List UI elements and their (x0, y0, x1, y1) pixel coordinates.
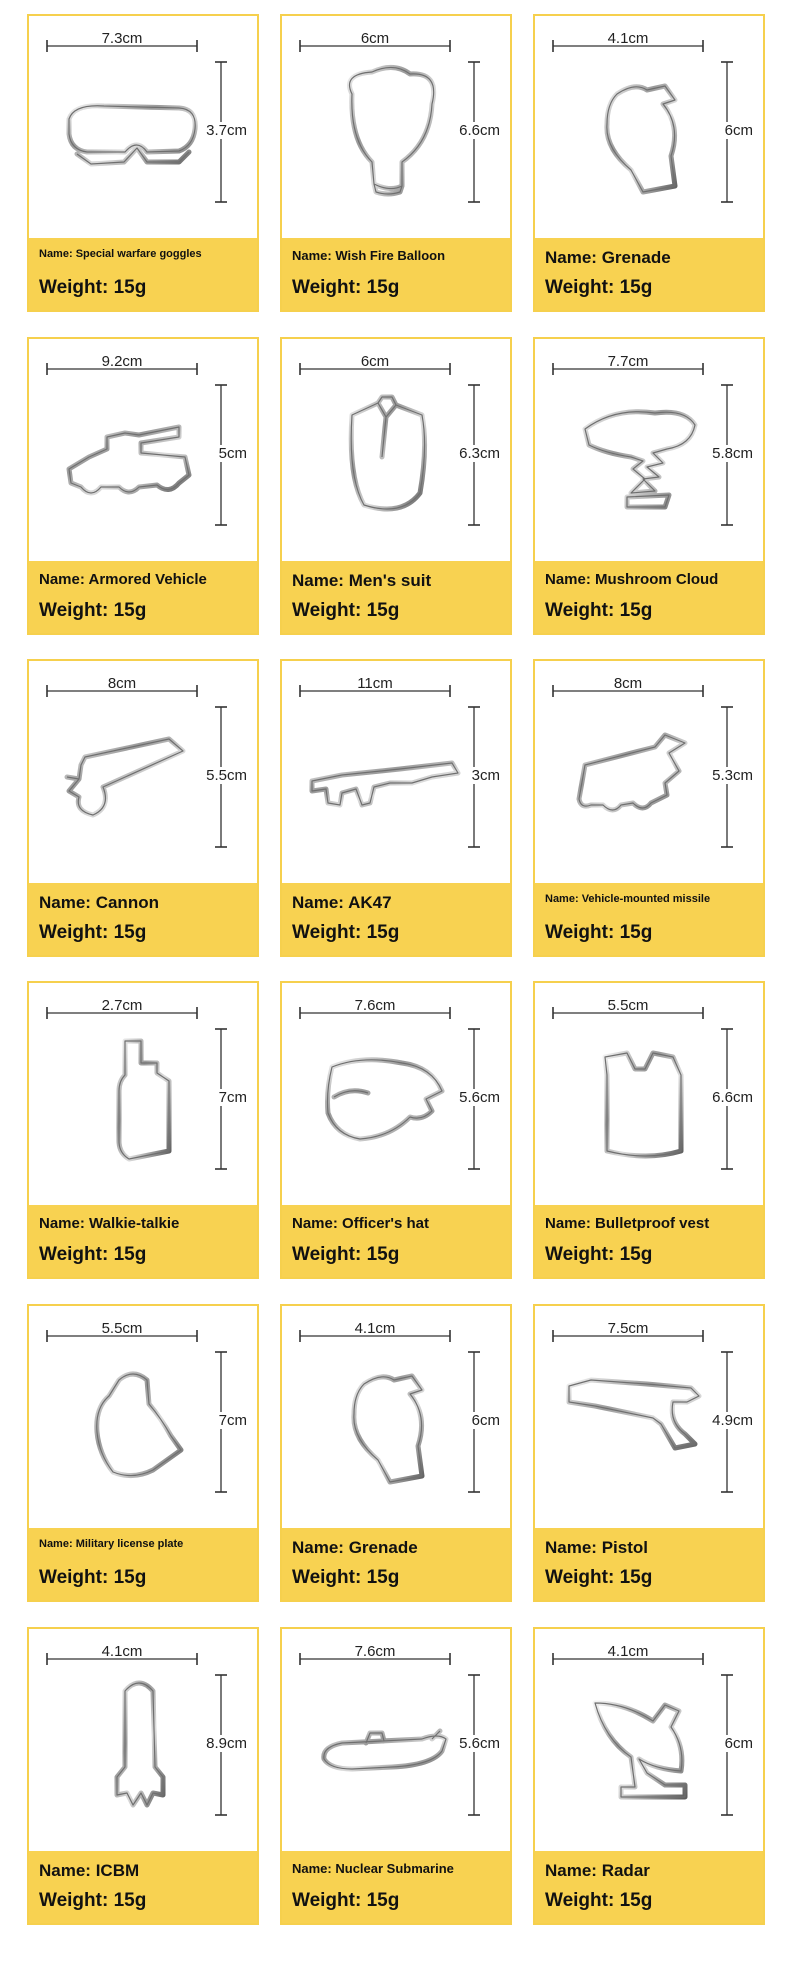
cutter-shape-suit (351, 397, 424, 509)
weight-prefix: Weight: (545, 277, 615, 298)
name-prefix: Name: (39, 248, 73, 260)
name-value: Mushroom Cloud (595, 571, 719, 588)
product-name (292, 893, 392, 913)
cutter-shape-cannon (67, 739, 183, 815)
product-card (27, 659, 259, 957)
height-label: 3cm (471, 767, 500, 784)
weight-prefix: Weight: (39, 277, 109, 298)
weight-value: 15g (113, 922, 147, 943)
width-label: 9.2cm (101, 353, 143, 370)
weight-value: 15g (366, 922, 400, 943)
info-band (535, 238, 763, 310)
height-label: 6cm (724, 122, 753, 139)
weight-prefix: Weight: (39, 1567, 109, 1588)
name-value: Armored Vehicle (88, 571, 207, 588)
weight-value: 15g (113, 1890, 147, 1911)
weight-value: 15g (113, 277, 147, 298)
weight-prefix: Weight: (545, 1890, 615, 1911)
product-weight (292, 600, 399, 622)
info-band (29, 1205, 257, 1277)
height-label: 5.3cm (712, 767, 753, 784)
name-value: AK47 (348, 893, 392, 912)
cutter-shape-hat (328, 1060, 443, 1139)
weight-value: 15g (113, 1567, 147, 1588)
width-label: 5.5cm (101, 1320, 143, 1337)
weight-prefix: Weight: (292, 1567, 362, 1588)
height-label: 6.6cm (712, 1089, 753, 1106)
info-band (535, 561, 763, 633)
weight-prefix: Weight: (292, 1244, 362, 1265)
product-weight (545, 1567, 652, 1589)
name-prefix: Name: (39, 571, 85, 588)
product-weight (39, 1890, 146, 1912)
height-label: 4.9cm (712, 1412, 753, 1429)
info-band (282, 561, 510, 633)
cutter-shape-radar (595, 1703, 685, 1797)
weight-prefix: Weight: (292, 600, 362, 621)
product-card (533, 14, 765, 312)
product-name (545, 1538, 648, 1558)
width-label: 4.1cm (607, 30, 649, 47)
weight-prefix: Weight: (545, 1244, 615, 1265)
product-name (292, 248, 445, 263)
weight-prefix: Weight: (292, 1890, 362, 1911)
height-label: 3.7cm (206, 122, 247, 139)
name-prefix: Name: (292, 1215, 338, 1232)
name-value: Pistol (601, 1538, 648, 1557)
name-prefix: Name: (545, 1215, 591, 1232)
name-prefix: Name: (545, 248, 597, 267)
product-weight (545, 922, 652, 944)
info-band (29, 1528, 257, 1600)
name-value: Men's suit (348, 571, 432, 590)
info-band (282, 883, 510, 955)
weight-value: 15g (619, 600, 653, 621)
product-card (533, 1627, 765, 1925)
name-prefix: Name: (39, 893, 91, 912)
product-name (39, 248, 202, 260)
height-label: 6.6cm (459, 122, 500, 139)
info-band (535, 883, 763, 955)
name-value: Grenade (348, 1538, 418, 1557)
width-label: 4.1cm (354, 1320, 396, 1337)
info-band (282, 238, 510, 310)
name-prefix: Name: (39, 1538, 73, 1550)
name-value: Wish Fire Balloon (335, 248, 446, 263)
product-name (292, 1861, 454, 1876)
width-label: 7.7cm (607, 353, 649, 370)
name-value: Walkie-talkie (89, 1215, 180, 1232)
weight-value: 15g (366, 1244, 400, 1265)
cutter-shape-grenade (354, 1376, 422, 1482)
product-card (533, 981, 765, 1279)
info-band (535, 1851, 763, 1923)
height-label: 7cm (218, 1412, 247, 1429)
product-card (27, 14, 259, 312)
name-value: ICBM (95, 1861, 140, 1880)
name-prefix: Name: (292, 893, 344, 912)
product-weight (292, 277, 399, 299)
cutter-shape-vest (605, 1053, 681, 1156)
cutter-shape-goggles (69, 106, 195, 164)
name-value: Nuclear Submarine (335, 1861, 454, 1876)
product-weight (292, 1244, 399, 1266)
product-card (27, 337, 259, 635)
height-label: 5cm (218, 445, 247, 462)
cutter-shape-vehicle (69, 427, 189, 493)
width-label: 6cm (360, 353, 390, 370)
name-value: Cannon (95, 893, 159, 912)
product-card (533, 659, 765, 957)
cutter-shape-grenade (607, 86, 675, 192)
product-name (292, 1215, 429, 1232)
width-label: 7.5cm (607, 1320, 649, 1337)
product-weight (545, 1244, 652, 1266)
info-band (29, 883, 257, 955)
weight-prefix: Weight: (292, 922, 362, 943)
product-weight (545, 277, 652, 299)
info-band (535, 1205, 763, 1277)
width-label: 7.6cm (354, 997, 396, 1014)
weight-value: 15g (619, 277, 653, 298)
cutter-shape-sub (324, 1731, 446, 1769)
product-card (280, 659, 512, 957)
product-weight (39, 1244, 146, 1266)
name-prefix: Name: (292, 1861, 332, 1876)
weight-value: 15g (619, 1244, 653, 1265)
product-card (280, 14, 512, 312)
product-name (545, 571, 718, 588)
height-label: 6cm (724, 1735, 753, 1752)
width-label: 4.1cm (607, 1643, 649, 1660)
info-band (535, 1528, 763, 1600)
weight-prefix: Weight: (39, 922, 109, 943)
width-label: 6cm (360, 30, 390, 47)
width-label: 7.6cm (354, 1643, 396, 1660)
product-weight (292, 1890, 399, 1912)
width-label: 4.1cm (101, 1643, 143, 1660)
width-label: 11cm (357, 675, 393, 692)
weight-value: 15g (366, 1890, 400, 1911)
info-band (29, 1851, 257, 1923)
name-prefix: Name: (292, 1538, 344, 1557)
height-label: 7cm (218, 1089, 247, 1106)
weight-value: 15g (619, 1567, 653, 1588)
product-card (280, 1627, 512, 1925)
height-label: 5.6cm (459, 1735, 500, 1752)
info-band (29, 238, 257, 310)
name-prefix: Name: (292, 571, 344, 590)
product-name (545, 893, 710, 905)
product-card (27, 1627, 259, 1925)
name-value: Bulletproof vest (595, 1215, 710, 1232)
product-weight (292, 922, 399, 944)
name-prefix: Name: (545, 571, 591, 588)
weight-value: 15g (366, 600, 400, 621)
product-weight (292, 1567, 399, 1589)
height-label: 5.8cm (712, 445, 753, 462)
cutter-shape-rifle (312, 763, 458, 805)
product-name (545, 1215, 709, 1232)
product-name (292, 571, 431, 591)
width-label: 8cm (107, 675, 137, 692)
name-value: Grenade (601, 248, 671, 267)
width-label: 8cm (613, 675, 643, 692)
product-name (39, 1215, 179, 1232)
weight-value: 15g (113, 1244, 147, 1265)
name-prefix: Name: (545, 1861, 597, 1880)
info-band (282, 1205, 510, 1277)
weight-value: 15g (619, 922, 653, 943)
product-card (280, 981, 512, 1279)
product-card (533, 337, 765, 635)
product-name (545, 248, 671, 268)
weight-prefix: Weight: (545, 600, 615, 621)
name-prefix: Name: (292, 248, 332, 263)
product-weight (545, 1890, 652, 1912)
weight-value: 15g (619, 1890, 653, 1911)
product-weight (39, 277, 146, 299)
height-label: 5.6cm (459, 1089, 500, 1106)
cutter-shape-balloon (350, 67, 434, 194)
product-name (39, 893, 159, 913)
product-name (39, 1861, 139, 1881)
weight-value: 15g (366, 1567, 400, 1588)
product-name (292, 1538, 418, 1558)
product-card (27, 981, 259, 1279)
weight-value: 15g (366, 277, 400, 298)
width-label: 2.7cm (101, 997, 143, 1014)
cutter-shape-mushroom (585, 412, 695, 507)
product-weight (545, 600, 652, 622)
height-label: 8.9cm (206, 1735, 247, 1752)
product-card (280, 1304, 512, 1602)
weight-value: 15g (113, 600, 147, 621)
weight-prefix: Weight: (292, 277, 362, 298)
weight-prefix: Weight: (39, 600, 109, 621)
height-label: 5.5cm (206, 767, 247, 784)
name-prefix: Name: (545, 893, 579, 905)
width-label: 7.3cm (101, 30, 143, 47)
name-prefix: Name: (39, 1861, 91, 1880)
product-name (39, 1538, 183, 1550)
product-card (27, 1304, 259, 1602)
cutter-shape-icbm (117, 1683, 163, 1805)
product-name (39, 571, 207, 588)
name-value: Radar (601, 1861, 650, 1880)
cutter-shape-pistol (569, 1380, 699, 1448)
info-band (29, 561, 257, 633)
cutter-shape-truck (579, 735, 685, 810)
product-weight (39, 600, 146, 622)
weight-prefix: Weight: (39, 1890, 109, 1911)
height-label: 6cm (471, 1412, 500, 1429)
name-value: Special warfare goggles (75, 248, 202, 260)
name-prefix: Name: (545, 1538, 597, 1557)
weight-prefix: Weight: (39, 1244, 109, 1265)
product-card (280, 337, 512, 635)
cutter-shape-radio (119, 1041, 169, 1159)
width-label: 5.5cm (607, 997, 649, 1014)
height-label: 6.3cm (459, 445, 500, 462)
info-band (282, 1851, 510, 1923)
info-band (282, 1528, 510, 1600)
product-weight (39, 922, 146, 944)
cutter-shape-tag (97, 1374, 181, 1476)
product-weight (39, 1567, 146, 1589)
weight-prefix: Weight: (545, 1567, 615, 1588)
product-card (533, 1304, 765, 1602)
name-prefix: Name: (39, 1215, 85, 1232)
name-value: Officer's hat (342, 1215, 429, 1232)
weight-prefix: Weight: (545, 922, 615, 943)
product-name (545, 1861, 650, 1881)
name-value: Vehicle-mounted missile (581, 893, 711, 905)
name-value: Military license plate (75, 1538, 184, 1550)
